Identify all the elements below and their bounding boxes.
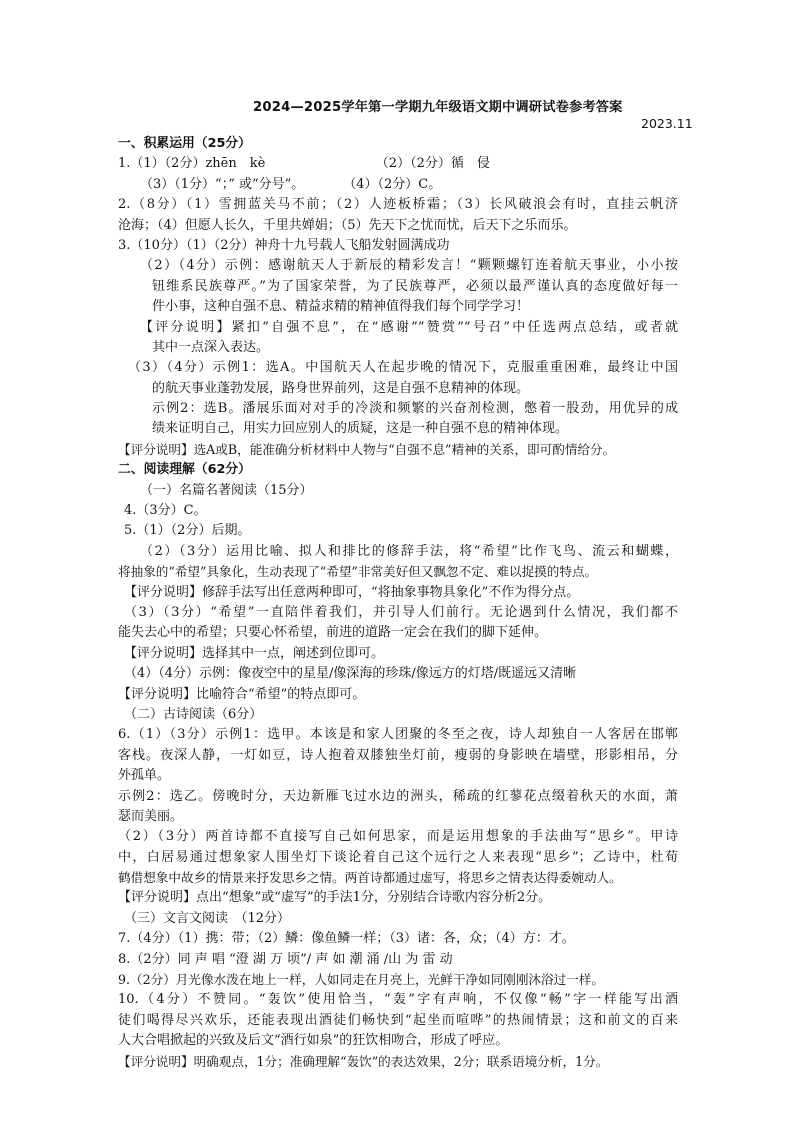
answer-line: 【评分说明】选A或B，能准确分析材料中人物与“自强不息”精神的关系，即可酌情给分。: [118, 441, 616, 457]
answer-line: 人大合唱掀起的兴致及后文“酒行如泉”的狂饮相吻合，形成了呼应。: [118, 1033, 509, 1049]
answer-line: 1.（1）（2分）zhēn kè （2）（2分）循 侵: [118, 156, 490, 172]
answer-line: 示例2：选乙。傍晚时分，天边新雁飞过水边的洲头，稀疏的红蓼花点缀着秋天的水面，萧: [118, 788, 678, 804]
answer-line: 瑟而美丽。: [118, 808, 184, 824]
answer-line: 能失去心中的希望；只要心怀希望，前进的道路一定会在我们的脚下延伸。: [118, 625, 548, 641]
answer-line: 外孤单。: [118, 768, 171, 784]
answer-line: （2）（3分）运用比喻、拟人和排比的修辞手法，将“希望”比作飞鸟、流云和蝴蝶，: [140, 543, 678, 559]
answer-line: （二）古诗阅读（6分）: [124, 706, 263, 722]
answer-line: 8.（2分）同 声 唱 “澄 湖 万 顷”/ 声 如 潮 涌 /山 为 雷 动: [118, 951, 453, 967]
answer-line: 客栈。夜深人静，一灯如豆，诗人抱着双膝独坐灯前，瘦弱的身影映在墙壁，形影相吊，分: [118, 747, 678, 763]
answer-line: 沧海；（4）但愿人长久，千里共婵娟；（5）先天下之忧而忧，后天下之乐而乐。: [118, 217, 577, 233]
answer-line: 将抽象的“希望”具象化，生动表现了“希望”非常美好但又飘忽不定、难以捉摸的特点。: [118, 564, 598, 580]
answer-line: 徒们喝得尽兴欢乐，还能表现出酒徒们畅快到“起坐而喧哗”的热闹情景；这和前文的百来: [118, 1012, 678, 1028]
answer-line: 7.（4分）（1）携：带；（2）鳞：像鱼鳞一样；（3）诸：各，众；（4）方：才。: [118, 931, 575, 947]
answer-line: 2.（8分）（1）雪拥蓝关马不前；（2）人迹板桥霜；（3）长风破浪会有时，直挂云帆济: [118, 197, 678, 213]
answer-line: 的航天事业蓬勃发展，路身世界前列，这是自强不息精神的体现。: [152, 380, 530, 396]
answer-line: 【评分说明】选择其中一点，阐述到位即可。: [124, 645, 385, 661]
answer-line: （4）（4分）示例：像夜空中的星星/像深海的珍珠/像远方的灯塔/既遥远又清晰: [124, 666, 577, 682]
answer-line: 钮维系民族尊严。”为了国家荣誉，为了民族尊严，必须以最严谨认真的态度做好每一: [152, 278, 678, 294]
answer-line: （3）（1分）“；” 或“分号”。 （4）（2分）C。: [140, 176, 442, 192]
answer-line: （3）（4分）示例1：选A。中国航天人在起步晚的情况下，克服重重困难，最终让中国: [128, 360, 678, 376]
answer-line: 4.（3分）C。: [124, 503, 207, 519]
section-heading: 二、阅读理解（62分）: [118, 462, 251, 478]
answer-line: 中，白居易通过想象家人围坐灯下谈论着自己这个远行之人来表现“思乡”；乙诗中，杜荀: [118, 849, 678, 865]
answer-line: 【评分说明】紧扣“自强不息”，在“感谢”“赞赏”“号召”中任选两点总结，或者就: [140, 319, 678, 335]
answer-line: （3）（3分）“希望”一直陪伴着我们，并引导人们前行。无论遇到什么情况，我们都不: [124, 604, 678, 620]
answer-line: 其中一点深入表达。: [152, 339, 270, 355]
answer-line: 【评分说明】点出“想象”或“虚写”的手法1分，分别结合诗歌内容分析2分。: [118, 890, 552, 906]
document-title: 2024—2025学年第一学期九年级语文期中调研试卷参考答案: [253, 100, 623, 115]
answer-line: （三）文言文阅读 （12分）: [124, 910, 291, 926]
answer-line: 3.（10分）（1）（2分）神舟十九号载人飞船发射圆满成功: [118, 237, 450, 253]
document-date: 2023.11: [641, 116, 693, 131]
answer-line: 【评分说明】修辞手法写出任意两种即可，“将抽象事物具象化”不作为得分点。: [124, 584, 580, 600]
answer-line: 10.（4分）不赞同。“轰饮”使用恰当，“轰”字有声响，不仅像“畅”字一样能写出酒: [118, 992, 678, 1008]
answer-line: 【评分说明】比喻符合“希望”的特点即可。: [118, 686, 366, 702]
answer-line: 5.（1）（2分）后期。: [124, 523, 251, 539]
answer-line: 件小事，这种自强不息、精益求精的精神值得我们每个同学学习！: [152, 299, 530, 315]
answer-content: [118, 134, 678, 1072]
answer-line: 示例2：选B。潘展乐面对对手的冷淡和频繁的兴奋剂检测，憋着一股劲，用优异的成: [152, 401, 678, 417]
answer-line: （2）（3分）两首诗都不直接写自己如何思家，而是运用想象的手法曲写“思乡”。甲诗: [118, 829, 678, 845]
answer-line: 6.（1）（3分）示例1：选甲。本该是和家人团聚的冬至之夜，诗人却独自一人客居在邯郸: [118, 727, 678, 743]
section-heading: 一、积累运用（25分）: [118, 136, 251, 151]
answer-line: 鹤借想象中故乡的情景来抒发思乡之情。两首诗都通过虚写，将思乡之情表达得委婉动人。: [118, 870, 622, 886]
answer-line: 【评分说明】明确观点，1分；准确理解“轰饮”的表达效果，2分；联系语境分析，1分。: [118, 1053, 609, 1069]
answer-line: （一）名篇名著阅读（15分）: [140, 482, 313, 498]
answer-line: （2）（4分）示例：感谢航天人于新辰的精彩发言！“颗颗螺钉连着航天事业，小小按: [140, 258, 678, 274]
answer-line: 绩来证明自己，用实力回应别人的质疑，这是一种自强不息的精神体现。: [152, 421, 569, 437]
answer-line: 9.（2分）月光像水泼在地上一样，人如同走在月亮上，光鲜干净如同刚刚沐浴过一样。: [118, 972, 604, 988]
